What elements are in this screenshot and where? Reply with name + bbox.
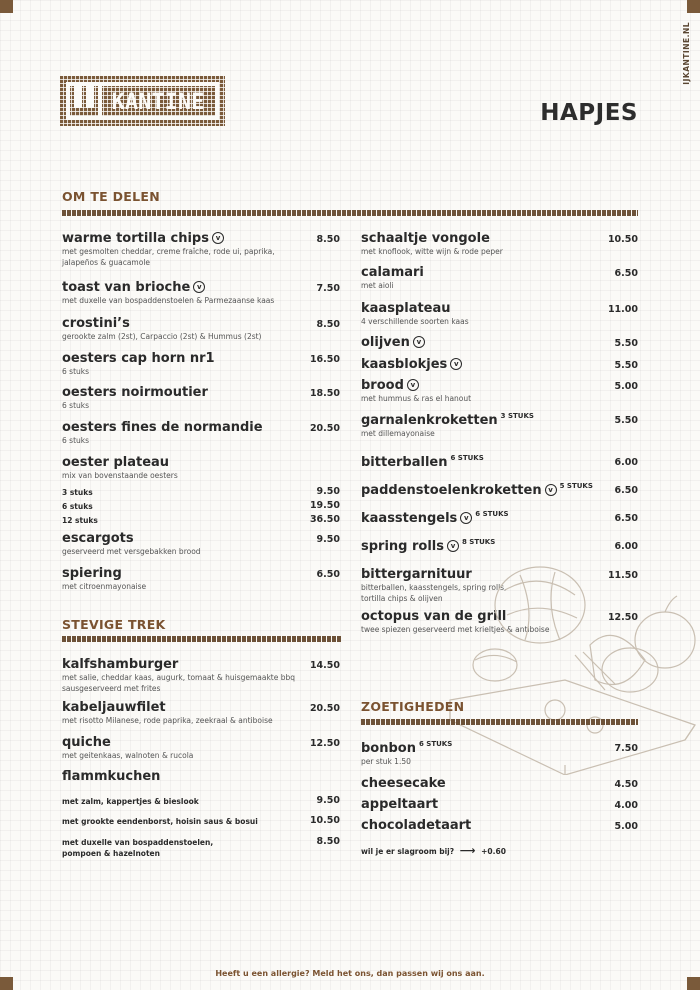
item-name	[62, 385, 208, 400]
option-label: met duxelle van bospaddenstoelen,	[62, 838, 214, 847]
menu-item	[361, 776, 446, 791]
item-name	[62, 455, 178, 470]
item-price: 4.00	[614, 800, 638, 811]
item-name-text: garnalenkroketten	[361, 413, 498, 428]
item-price: 6.50	[614, 268, 638, 279]
vegetarian-icon: v	[460, 512, 472, 524]
item-name	[361, 301, 469, 316]
item-description: 6 stuks	[62, 367, 90, 376]
menu-item	[62, 531, 201, 557]
item-price: 18.50	[309, 388, 340, 399]
option-price: 10.50	[309, 815, 340, 826]
item-name-text: calamari	[361, 265, 424, 280]
option-price: 8.50	[316, 836, 340, 847]
item-name-text: crostini’s	[62, 316, 130, 331]
menu-item	[62, 351, 215, 377]
allergy-footer: Heeft u een allergie? Meld het ons, dan passen wij ons aan.	[215, 969, 485, 978]
item-price: 5.50	[614, 338, 638, 349]
item-name-text: olijven	[361, 335, 410, 350]
menu-item	[62, 316, 262, 342]
item-name-text: oesters cap horn nr1	[62, 351, 215, 366]
item-name	[361, 740, 452, 756]
item-price: 5.00	[614, 381, 638, 392]
item-name-text: bittergarnituur	[361, 567, 472, 582]
item-price: 5.50	[614, 415, 638, 426]
item-description: gerookte zalm (2st), Carpaccio (2st) & Hummus (2st)	[62, 332, 262, 341]
vegetarian-icon: v	[545, 484, 557, 496]
item-description: bitterballen, kaasstengels, spring rolls,	[361, 583, 507, 592]
slagroom-note	[361, 844, 506, 857]
item-name-text: kalfshamburger	[62, 657, 179, 672]
menu-item	[361, 412, 534, 439]
menu-item	[361, 740, 452, 767]
item-name-text: bitterballen	[361, 455, 448, 470]
item-name-text: oesters noirmoutier	[62, 385, 208, 400]
item-name	[361, 797, 438, 812]
item-quantity: 6 STUKS	[450, 454, 484, 462]
item-description: per stuk 1.50	[361, 757, 411, 766]
item-price: 11.00	[607, 304, 638, 315]
menu-item	[62, 455, 178, 481]
item-description: met duxelle van bospaddenstoelen & Parmezaanse kaas	[62, 296, 275, 305]
section-divider	[361, 719, 638, 725]
item-name	[361, 538, 495, 554]
item-name-text: octopus van de grill	[361, 609, 507, 624]
item-description: met dillemayonaise	[361, 429, 435, 438]
vegetarian-icon: v	[407, 379, 419, 391]
item-description: met knoflook, witte wijn & rode peper	[361, 247, 503, 256]
item-name	[361, 510, 509, 526]
page-title: HAPJES	[540, 100, 638, 126]
item-price: 5.00	[614, 821, 638, 832]
svg-text:KANTINE: KANTINE	[111, 90, 205, 115]
item-name-text: quiche	[62, 735, 111, 750]
item-name-text: toast van brioche	[62, 280, 191, 295]
item-quantity: 5 STUKS	[559, 482, 593, 490]
vegetarian-icon: v	[413, 336, 425, 348]
option-price: 9.50	[316, 486, 340, 497]
item-quantity: 3 STUKS	[500, 412, 534, 420]
section-title-zoetigheden: ZOETIGHEDEN	[361, 699, 465, 714]
item-description: 4 verschillende soorten kaas	[361, 317, 469, 326]
item-name	[62, 420, 263, 435]
menu-item	[361, 538, 495, 554]
item-name-text: kabeljauwfilet	[62, 700, 166, 715]
item-name	[361, 776, 446, 791]
menu-item	[361, 797, 438, 812]
item-price: 6.00	[614, 541, 638, 552]
menu-item	[62, 385, 208, 411]
item-name-text: chocoladetaart	[361, 818, 472, 833]
menu-item	[361, 454, 484, 470]
section-divider	[62, 636, 341, 642]
item-name-text: brood	[361, 378, 404, 393]
option-label: pompoen & hazelnoten	[62, 849, 160, 858]
item-name-text: flammkuchen	[62, 769, 161, 784]
menu-item	[361, 482, 593, 498]
menu-item	[361, 335, 425, 350]
arrow-icon: ⟶	[459, 844, 476, 857]
option-label: 12 stuks	[62, 516, 98, 525]
item-price: 12.50	[607, 612, 638, 623]
menu-item	[361, 818, 471, 833]
slagroom-label: wil je er slagroom bij?	[361, 847, 455, 856]
item-name	[361, 818, 471, 833]
item-name-text: bonbon	[361, 741, 416, 756]
corner-mark	[0, 977, 13, 990]
item-description: met risotto Milanese, rode paprika, zeekraal & antiboise	[62, 716, 273, 725]
section-divider	[62, 210, 638, 216]
menu-item	[361, 231, 503, 257]
item-name-text: kaasplateau	[361, 301, 451, 316]
option-price: 9.50	[316, 795, 340, 806]
item-description: met citroenmayonaise	[62, 582, 147, 591]
item-description: met aioli	[361, 281, 394, 290]
item-description: met salie, cheddar kaas, augurk, tomaat & huisgemaakte bbq	[62, 673, 296, 682]
option-price: 36.50	[309, 514, 340, 525]
item-description: met gesmolten cheddar, creme fraîche, rode ui, paprika,	[62, 247, 275, 256]
item-name	[361, 265, 424, 280]
item-description: geserveerd met versgebakken brood	[62, 547, 201, 556]
item-name	[361, 231, 503, 246]
item-price: 8.50	[316, 234, 340, 245]
item-name-text: schaaltje vongole	[361, 231, 490, 246]
item-name	[62, 657, 295, 672]
corner-mark	[687, 0, 700, 13]
item-name	[62, 351, 215, 366]
item-price: 7.50	[614, 743, 638, 754]
item-name-text: kaasstengels	[361, 511, 458, 526]
item-name-text: cheesecake	[361, 776, 446, 791]
item-description: tortilla chips & olijven	[361, 594, 443, 603]
item-quantity: 6 STUKS	[475, 510, 509, 518]
item-description: met geitenkaas, walnoten & rucola	[62, 751, 194, 760]
menu-item	[361, 301, 469, 327]
item-price: 6.50	[316, 569, 340, 580]
ij-kantine-logo	[60, 76, 225, 126]
item-description: jalapeños & guacamole	[62, 258, 151, 267]
item-name-text: oester plateau	[62, 455, 170, 470]
option-label: met zalm, kappertjes & bieslook	[62, 797, 199, 806]
item-name	[62, 735, 193, 750]
item-name	[361, 378, 471, 393]
item-name-text: appeltaart	[361, 797, 439, 812]
item-description: mix van bovenstaande oesters	[62, 471, 178, 480]
menu-item	[62, 566, 146, 592]
item-name-text: paddenstoelenkroketten	[361, 483, 542, 498]
item-name	[361, 335, 425, 350]
menu-item	[62, 420, 263, 446]
vegetarian-icon: v	[212, 232, 224, 244]
menu-item	[361, 510, 509, 526]
item-name	[62, 231, 275, 246]
item-description: sausgeserveerd met frites	[62, 684, 161, 693]
item-name-text: spiering	[62, 566, 122, 581]
slagroom-price: +0.60	[481, 847, 506, 856]
item-name	[361, 482, 593, 498]
corner-mark	[687, 977, 700, 990]
menu-item	[62, 657, 295, 694]
item-name	[62, 566, 146, 581]
item-name	[62, 280, 274, 295]
menu-item	[62, 231, 275, 268]
item-name-text: spring rolls	[361, 539, 444, 554]
item-name	[361, 412, 534, 428]
item-price: 20.50	[309, 423, 340, 434]
option-price: 19.50	[309, 500, 340, 511]
item-name-text: warme tortilla chips	[62, 231, 209, 246]
corner-mark	[0, 0, 13, 13]
item-price: 5.50	[614, 360, 638, 371]
menu-item	[62, 735, 193, 761]
item-name	[361, 357, 462, 372]
vegetarian-icon: v	[193, 281, 205, 293]
item-price: 6.00	[614, 457, 638, 468]
item-name	[62, 531, 201, 546]
item-price: 10.50	[607, 234, 638, 245]
item-quantity: 6 STUKS	[418, 740, 453, 748]
item-price: 4.50	[614, 779, 638, 790]
item-name	[62, 316, 262, 331]
item-price: 8.50	[316, 319, 340, 330]
item-name	[361, 454, 484, 470]
vegetarian-icon: v	[450, 358, 462, 370]
item-description: met hummus & ras el hanout	[361, 394, 472, 403]
item-price: 14.50	[309, 660, 340, 671]
vegetarian-icon: v	[447, 540, 459, 552]
section-title-om-te-delen: OM TE DELEN	[62, 189, 161, 204]
item-name-text: kaasblokjes	[361, 357, 448, 372]
item-price: 6.50	[614, 485, 638, 496]
item-name-text: oesters fines de normandie	[62, 420, 263, 435]
item-price: 11.50	[607, 570, 638, 581]
item-description: twee spiezen geserveerd met krieltjes & antiboise	[361, 625, 550, 634]
option-label: 3 stuks	[62, 488, 93, 497]
menu-item	[361, 265, 424, 291]
item-price: 9.50	[316, 534, 340, 545]
food-sketch-illustration	[445, 560, 700, 775]
item-price: 16.50	[309, 354, 340, 365]
item-name	[62, 700, 273, 715]
item-price: 7.50	[316, 283, 340, 294]
menu-item	[62, 700, 273, 726]
site-url: IJKANTINE.NL	[682, 22, 691, 85]
section-title-stevige-trek: STEVIGE TREK	[62, 617, 166, 632]
item-quantity: 8 STUKS	[462, 538, 496, 546]
item-description: 6 stuks	[62, 436, 90, 445]
menu-item	[361, 357, 462, 372]
item-price: 6.50	[614, 513, 638, 524]
item-description: 6 stuks	[62, 401, 90, 410]
item-price: 12.50	[309, 738, 340, 749]
menu-item	[62, 769, 160, 784]
option-label: 6 stuks	[62, 502, 93, 511]
item-name-text: escargots	[62, 531, 134, 546]
item-price: 20.50	[309, 703, 340, 714]
menu-item	[62, 280, 274, 306]
menu-item	[361, 378, 471, 404]
item-name	[62, 769, 160, 784]
option-label: met grookte eendenborst, hoisin saus & bosui	[62, 817, 258, 826]
